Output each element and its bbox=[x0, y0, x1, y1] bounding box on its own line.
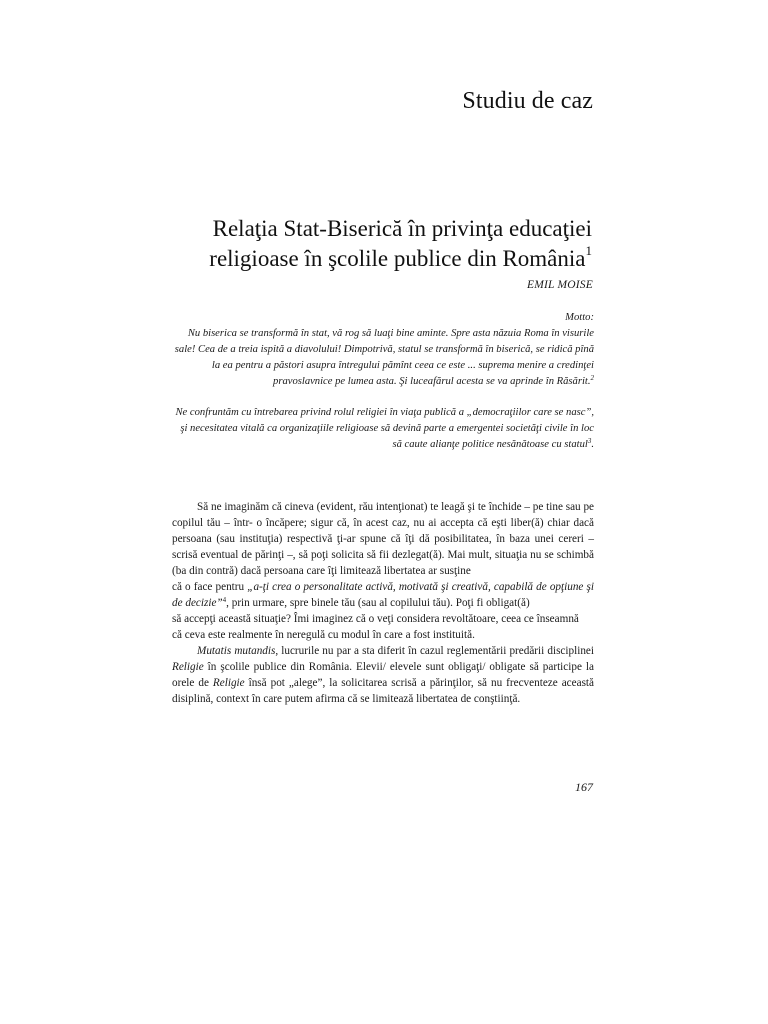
title-footnote-ref: 1 bbox=[585, 243, 592, 258]
title-line-2 bbox=[172, 244, 592, 274]
motto-quote-2 bbox=[172, 405, 594, 453]
paragraph-2-text-a: , lucrurile nu par a sta diferit în cazul reglementării predării disciplinei bbox=[275, 645, 594, 657]
section-header: Studiu de caz bbox=[462, 88, 593, 114]
motto-label: Motto: bbox=[565, 312, 594, 323]
motto-quote-1 bbox=[172, 326, 594, 390]
paragraph-1b-quote: „a-ţi crea o personalitate activă, motivată şi creativă, capabilă de opţiune şi de decizie” bbox=[172, 581, 594, 609]
paragraph-1a: Să ne imaginăm că cineva (evident, rău intenţionat) te leagă şi te închide – pe tine sau pe copilul tău – într- o încăpere; sigur că, în acest caz, nu ai accepta că eşti liber(ă) chiar dacă persoana (sau instituţia) respectivă ţi-ar spune că îţi dă posibilitatea, în baza unei cereri – scrisă eventual de părinţi –, să poţi solicita să fii dezlegat(ă). Mai mult, situaţia nu se schimbă (ba din contră) dacă persoana care îţi limitează libertatea ar susţine bbox=[172, 501, 595, 577]
page-number: 167 bbox=[575, 780, 593, 794]
paragraph-2 bbox=[172, 643, 594, 707]
motto-quote-2-text: Ne confruntăm cu întrebarea privind rolul religiei în viaţa publică a „democraţiilor care se nasc”, şi necesitatea vitală ca organizaţiile religioase să devină parte a emergentei societăţi civile în loc să caute alianţe politice nesănătoase cu statul bbox=[175, 407, 594, 450]
paragraph-2-italic-2: Religie bbox=[172, 661, 204, 673]
paragraph-1b-footnote: 4 bbox=[222, 596, 227, 604]
motto-quote-2-footnote: 3 bbox=[587, 437, 592, 445]
paragraph-1c: să accepţi această situaţie? Îmi imaginez că o veţi considera revoltătoare, ceea ce înseamnă bbox=[172, 613, 579, 625]
paragraph-1b bbox=[172, 579, 594, 611]
author-name: EMIL MOISE bbox=[527, 279, 593, 291]
paragraph-2-italic-3: Religie bbox=[212, 677, 245, 689]
title-line-2-text: religioase în şcolile publice din România bbox=[209, 246, 586, 271]
motto-quote-1-footnote: 2 bbox=[590, 374, 594, 382]
title-line-1: Relaţia Stat-Biserică în privinţa educaţiei bbox=[212, 216, 592, 241]
paragraph-1b-post: , prin urmare, spre binele tău (sau al copilului tău). Poţi fi obligat(ă) bbox=[226, 597, 530, 609]
paragraph-2-text-c: însă pot „alege”, la solicitarea scrisă a părinţilor, să nu frecventeze această disiplină, context în care putem afirma că se limitează libertatea de conştiinţă. bbox=[172, 677, 594, 705]
paragraph-2-text-b: în şcolile publice din România. Elevii/ elevele sunt obligaţi/ obligate să participe la orele de bbox=[172, 661, 594, 689]
paragraph-1b-pre: că o face pentru bbox=[172, 581, 248, 593]
motto-quote-2-end: . bbox=[591, 439, 594, 450]
article-body bbox=[172, 499, 594, 707]
motto-block bbox=[172, 310, 594, 453]
motto-quote-1-text: Nu biserica se transformă în stat, vă rog să luaţi bine aminte. Spre asta năzuia Roma în visurile sale! Cea de a treia ispită a diavolului! Dimpotrivă, statul se transformă în biserică, se ridică pînă la ea pentru a păstori asupra întregului pămînt ceea ce este ... suprema menire a credinţei pravoslavnice pe lumea asta. Şi luceafărul acesta se va aprinde în Răsărit. bbox=[174, 328, 594, 387]
paragraph-2-italic-1: Mutatis mutandis bbox=[197, 645, 276, 657]
paragraph-1d: că ceva este realmente în neregulă cu modul în care a fost instituită. bbox=[172, 629, 475, 641]
article-title bbox=[172, 214, 592, 274]
